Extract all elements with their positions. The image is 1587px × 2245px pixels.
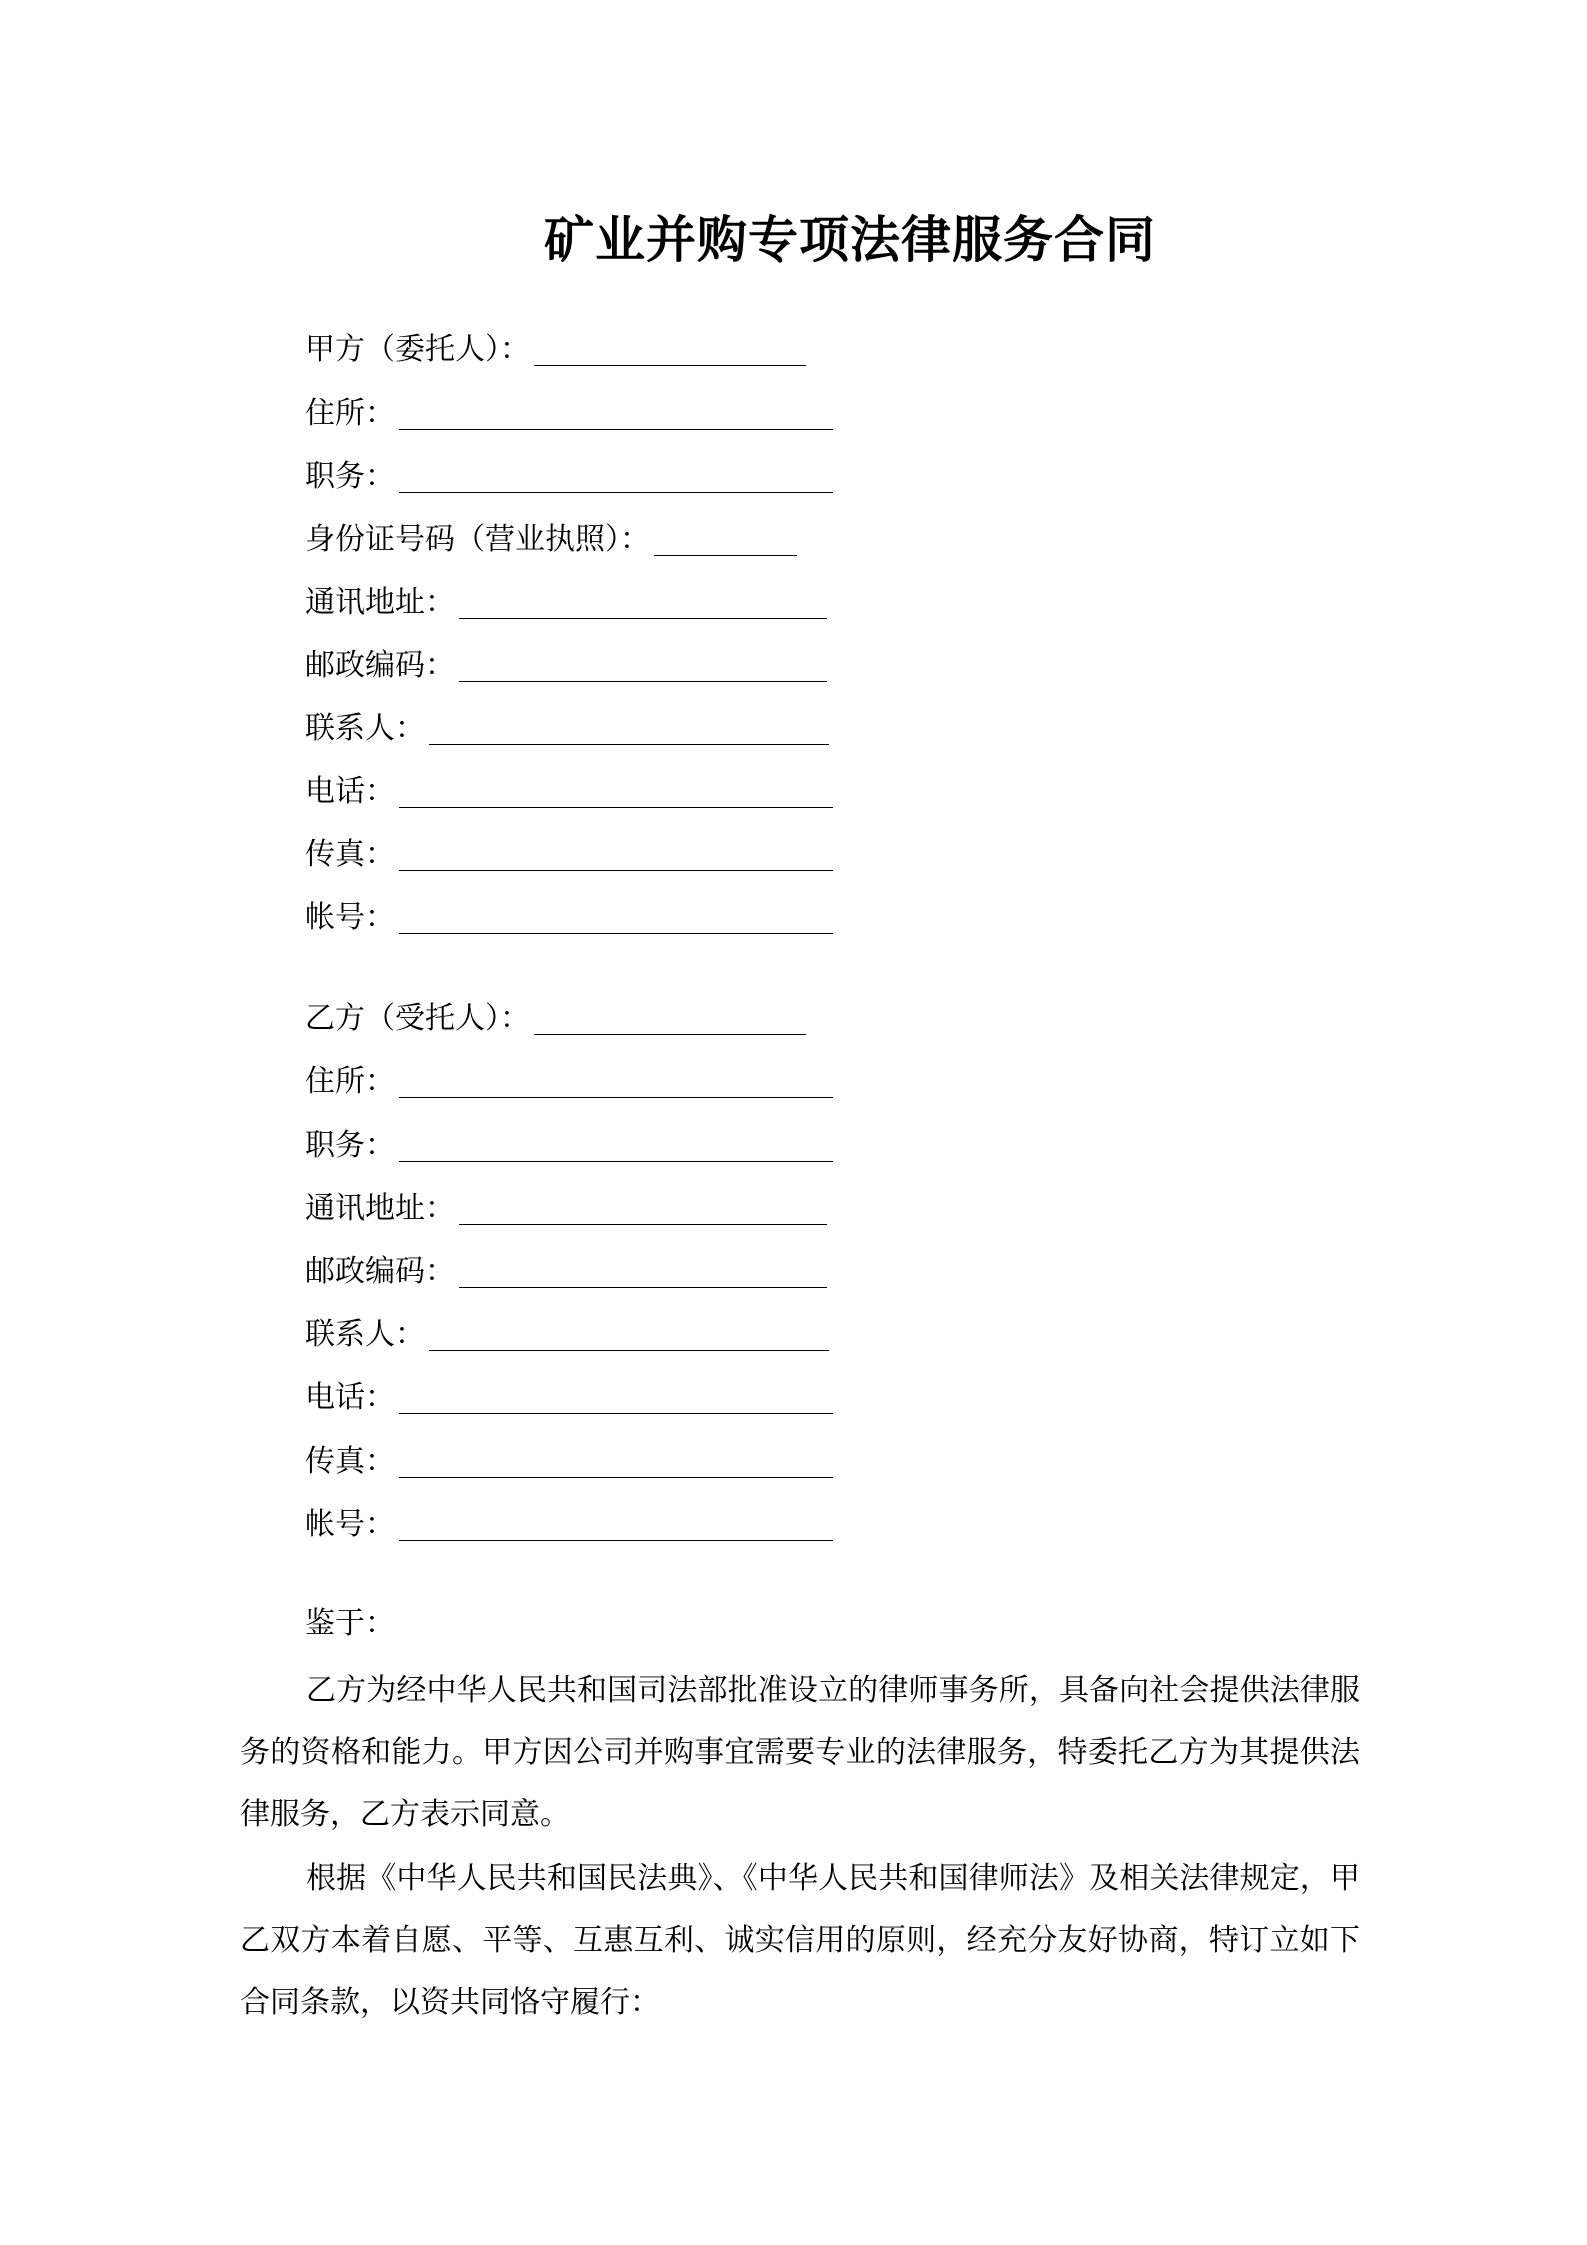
party-b-mailing-address-field (305, 1187, 827, 1227)
field-blank[interactable] (399, 1383, 833, 1414)
field-blank[interactable] (459, 588, 827, 619)
party-a-heading: 甲方（委托人）： (305, 332, 530, 367)
party-b-heading: 乙方（受托人）： (305, 1001, 530, 1036)
party-b-address-field (305, 1060, 833, 1100)
party-a-account-field (305, 896, 833, 936)
field-label: 邮政编码： (305, 648, 455, 683)
field-label: 身份证号码（营业执照）： (305, 522, 650, 557)
party-b-name-blank[interactable] (534, 1004, 806, 1035)
field-label: 联系人： (305, 1317, 425, 1352)
field-blank[interactable] (399, 1131, 833, 1162)
party-b-contact-field (305, 1313, 829, 1353)
contract-title: 矿业并购专项法律服务合同 (544, 210, 1156, 269)
field-label: 帐号： (305, 900, 395, 935)
field-blank[interactable] (654, 525, 797, 556)
party-a-position-field (305, 455, 833, 495)
whereas-heading: 鉴于： (305, 1606, 395, 1641)
field-label: 联系人： (305, 711, 425, 746)
party-b-phone-field (305, 1376, 833, 1416)
field-label: 电话： (305, 774, 395, 809)
party-a-postcode-field (305, 644, 827, 684)
party-a-fax-field (305, 833, 833, 873)
field-label: 通讯地址： (305, 1191, 455, 1226)
field-label: 住所： (305, 1064, 395, 1099)
field-blank[interactable] (399, 840, 833, 871)
field-label: 邮政编码： (305, 1254, 455, 1289)
field-blank[interactable] (399, 399, 833, 430)
field-label: 职务： (305, 459, 395, 494)
party-a-name-blank[interactable] (534, 335, 806, 366)
party-b-heading-field (305, 997, 806, 1037)
party-b-position-field (305, 1124, 833, 1164)
field-blank[interactable] (459, 651, 827, 682)
field-label: 通讯地址： (305, 585, 455, 620)
field-label: 传真： (305, 1444, 395, 1479)
field-label: 职务： (305, 1128, 395, 1163)
party-a-phone-field (305, 770, 833, 810)
field-blank[interactable] (429, 714, 829, 745)
field-blank[interactable] (399, 903, 833, 934)
party-b-fax-field (305, 1440, 833, 1480)
field-blank[interactable] (399, 462, 833, 493)
field-label: 传真： (305, 837, 395, 872)
party-a-contact-field (305, 707, 829, 747)
party-b-account-field (305, 1503, 833, 1543)
party-a-address-field (305, 392, 833, 432)
field-blank[interactable] (399, 1067, 833, 1098)
party-b-postcode-field (305, 1250, 827, 1290)
field-blank[interactable] (399, 777, 833, 808)
field-blank[interactable] (399, 1510, 833, 1541)
field-label: 电话： (305, 1380, 395, 1415)
field-blank[interactable] (429, 1320, 829, 1351)
field-label: 住所： (305, 396, 395, 431)
party-a-heading-field (305, 328, 806, 368)
party-a-id-field (305, 518, 797, 558)
field-blank[interactable] (459, 1257, 827, 1288)
party-a-mailing-address-field (305, 581, 827, 621)
field-label: 帐号： (305, 1507, 395, 1542)
body-paragraph: 乙方为经中华人民共和国司法部批准设立的律师事务所，具备向社会提供法律服务的资格和能力。甲方因公司并购事宜需要专业的法律服务，特委托乙方为其提供法律服务，乙方表示同意。 (240, 1673, 1360, 1832)
field-blank[interactable] (459, 1194, 827, 1225)
field-blank[interactable] (399, 1447, 833, 1478)
body-paragraph: 根据《中华人民共和国民法典》、《中华人民共和国律师法》及相关法律规定，甲乙双方本着自愿、平等、互惠互利、诚实信用的原则，经充分友好协商，特订立如下合同条款，以资共同恪守履行： (240, 1861, 1360, 2020)
